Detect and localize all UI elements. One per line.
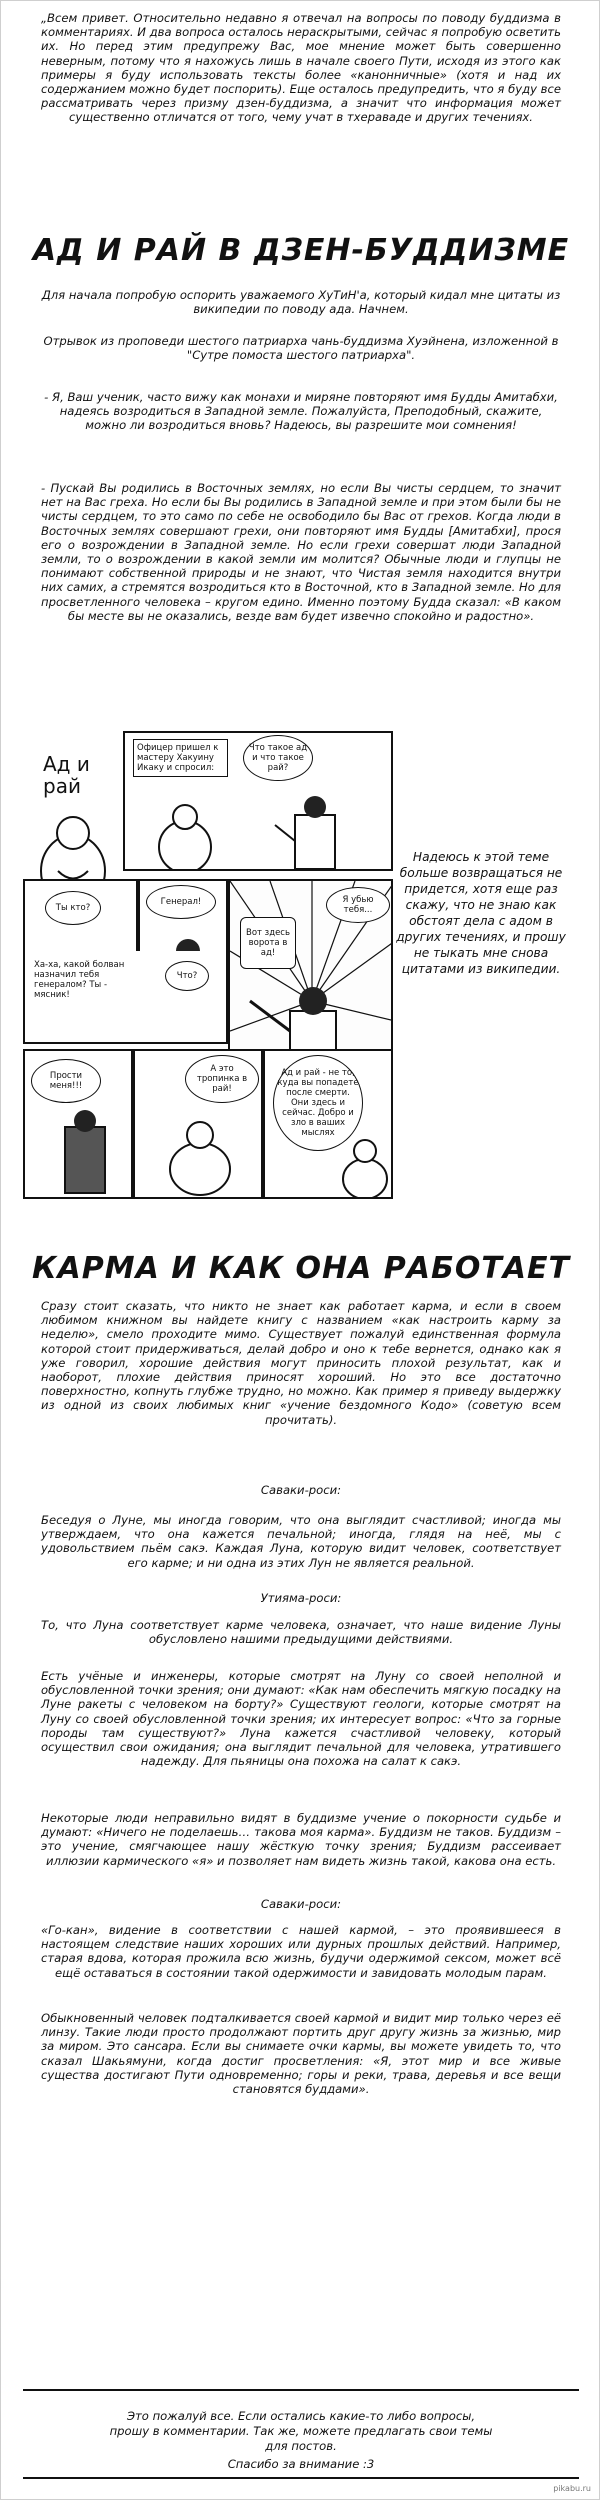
comic-bubble-9: А это тропинка в рай! <box>185 1055 259 1103</box>
comic-bubble-5: Ха-ха, какой болван назначил тебя генералом? Ты - мясник! <box>31 957 141 1003</box>
section2-paragraph-2: Беседуя о Луне, мы иногда говорим, что она выглядит счастливой; иногда мы утверждаем, что она кажется печальной; иногда, глядя на неё, мы с удовольствием пьём сакэ. Каждая Луна, которую видит человек, соответствует его карме; и ни одна из этих Лун не является реальной. <box>41 1513 561 1570</box>
comic-bubble-3: Генерал! <box>146 885 216 919</box>
section1-paragraph-1: Для начала попробую оспорить уважаемого ХуТиН'а, который кидал мне цитаты из википедии по поводу ада. Начнем. <box>41 288 561 317</box>
section-heading-karma: КАРМА И КАК ОНА РАБОТАЕТ <box>32 1251 570 1286</box>
watermark: pikabu.ru <box>553 2484 591 2493</box>
comic-panel-8 <box>263 1049 393 1199</box>
comic-panel-5 <box>23 951 228 1044</box>
section1-paragraph-3: - Я, Ваш ученик, часто вижу как монахи и миряне повторяют имя Будды Амитабхи, надеясь возродиться в Западной земле. Пожалуйста, Преподобный, скажите, можно ли возродиться вновь? Надеюсь, вы разрешите мои сомнения! <box>44 390 558 433</box>
comic-bubble-8: Прости меня!!! <box>31 1059 101 1103</box>
section2-label-sawaki-1: Саваки-роси: <box>260 1483 342 1497</box>
comic-caption-1: Офицер пришел к мастеру Хакуину Икаку и спросил: <box>133 739 228 777</box>
comic-bubble-4: Вот здесь ворота в ад! <box>240 917 296 969</box>
section2-paragraph-7: Обыкновенный человек подталкивается своей кармой и видит мир только через её линзу. Такие люди просто продолжают портить друг другу жизнь за жизнью, мир за миром. Это сансара. Если вы снимаете очки кармы, вы можете увидеть то, что сказал Шакьямуни, когда достиг просветления: «Я, этот мир и все живые существа достигают Пути одновременно; горы и реки, трава, деревья и все вещи становятся буддами». <box>41 2011 561 2097</box>
comic-bubble-7: Я убью тебя... <box>326 887 390 923</box>
comic-panel-7 <box>133 1049 263 1199</box>
intro-paragraph: „Всем привет. Относительно недавно я отвечал на вопросы по поводу буддизма в комментариях. И два вопроса осталось нераскрытыми, сейчас я попробую осветить их. Но перед этим предупрежу Вас, мое мнение может быть совершенно неверным, потому что я нахожусь лишь в начале своего Пути, исходя из этого как примеры я буду использовать тексты более «канонничные» (хотя и над их содержанием можно будет поспорить). Еще осталось предупредить, что я буду все рассматривать через призму дзен-буддизма, а значит что информация может существенно отличатся от того, чему учат в тхераваде и других течениях. <box>41 11 561 125</box>
section2-paragraph-3: То, что Луна соответствует карме человека, означает, что наше видение Луны обусловлено нашими предыдущими действиями. <box>41 1618 561 1647</box>
outro-line-2: прошу в комментарии. Так же, можете предлагать свои темы <box>109 2424 493 2438</box>
outro-line-3: для постов. <box>265 2439 337 2453</box>
panel-6-illustration <box>45 1107 125 1197</box>
section2-label-sawaki-2: Саваки-роси: <box>260 1897 342 1911</box>
comic-bubble-1: Что такое ад и что такое рай? <box>243 735 313 781</box>
section2-paragraph-1: Сразу стоит сказать, что никто не знает как работает карма, и если в своем любимом книжном вы найдете книгу с названием «как настроить карму за неделю», смело проходите мимо. Существует пожалуй единственная формула которой стоит придерживаться, делай добро и оно к тебе вернется, однако как я уже говорил, хорошие действия могут приносить плохой результат, как и наоборот, плохие действия приносят хороший. Но это все достаточно поверхностно, копнуть глубже трудно, но можно. Как пример я приведу выдержку из одной из своих любимых книг «учение бездомного Кодо» (советую всем прочитать). <box>41 1299 561 1427</box>
comic-bubble-6: Что? <box>165 961 209 991</box>
comic-panel-1 <box>123 731 393 871</box>
comic-panel-6 <box>23 1049 133 1199</box>
outro-line-1: Это пожалуй все. Если остались какие-то либо вопросы, <box>126 2409 476 2423</box>
comic-bubble-2: Ты кто? <box>45 891 101 925</box>
comic-bubble-10: Ад и рай - не то, куда вы попадете после смерти. Они здесь и сейчас. Добро и зло в ваших мыслях <box>273 1055 363 1151</box>
outro-line-4: Спасибо за внимание :3 <box>227 2457 375 2471</box>
section-heading-hell-heaven: АД И РАЙ В ДЗЕН-БУДДИЗМЕ <box>32 233 570 268</box>
section2-paragraph-5: Некоторые люди неправильно видят в буддизме учение о покорности судьбе и думают: «Ничего не поделаешь… такова моя карма». Буддизм не таков. Буддизм – это учение, смягчающее нашу жёсткую точку зрения; Буддизм рассеивает иллюзии кармического «я» и позволяет нам видеть жизнь такой, какова она есть. <box>41 1811 561 1868</box>
divider-bottom <box>23 2477 579 2479</box>
panel-8-illustration <box>335 1135 393 1199</box>
panel-7-illustration <box>150 1111 250 1197</box>
section1-paragraph-4: - Пускай Вы родились в Восточных землях, но если Вы чисты сердцем, то значит нет на Вас греха. Но если бы Вы родились в Западной земле и при этом были бы не чисты сердцем, то это само по себе не освободило бы Вас от грехов. Когда люди в Восточных землях совершают грехи, они повторяют имя Будды [Амитабхи], прося его о возрождении в Западной земле. Но если грехи совершат люди Западной земли, то о возрождении в какой земли им молится? Обычные люди и глупцы не понимают собственной природы и не знают, что Чистая земля находится внутри них самих, а стремятся возродиться кто в Восточной, кто в Западной земле. Но для просветленного человека – кругом едино. Именно поэтому Будда сказал: «В каком бы месте вы не оказались, везде вам будет извечно спокойно и радостно». <box>41 481 561 623</box>
section2-paragraph-4: Есть учёные и инженеры, которые смотрят на Луну со своей неполной и обусловленной точки зрения; они думают: «Как нам обеспечить мягкую посадку на Луне ракеты с человеком на борту?» Существуют геологи, которые смотрят на Луну со своей обусловленной точки зрения; их интересует вопрос: «Что за горные породы там существуют?» Луна кажется счастливой человеку, который осуществил свои ожидания; она выглядит печальной для человека, утратившего надежду. Для пьяницы она похожа на салат к сакэ. <box>41 1669 561 1769</box>
section1-paragraph-2: Отрывок из проповеди шестого патриарха чань-буддизма Хуэйнена, изложенной в "Сутре помоста шестого патриарха". <box>43 334 559 363</box>
panel-1-illustration <box>145 795 375 871</box>
section2-paragraph-6: «Го-кан», видение в соответствии с нашей кармой, – это проявившееся в настоящем следствие наших хороших или дурных прошлых действий. Например, старая вдова, которая прожила всю жизнь, будучи одержимой сексом, может всё ещё оставаться в состоянии такой одержимости и завидовать молодым парам. <box>41 1923 561 1980</box>
section2-label-uchiyama: Утияма-роси: <box>260 1591 342 1605</box>
section1-side-note: Надеюсь к этой теме больше возвращаться не придется, хотя еще раз скажу, что не знаю как обстоят дела с адом в других течениях, и прошу не тыкать мне снова цитатами из википедии. <box>396 850 566 976</box>
comic-title: Ад и рай <box>43 752 90 798</box>
divider-top <box>23 2389 579 2391</box>
